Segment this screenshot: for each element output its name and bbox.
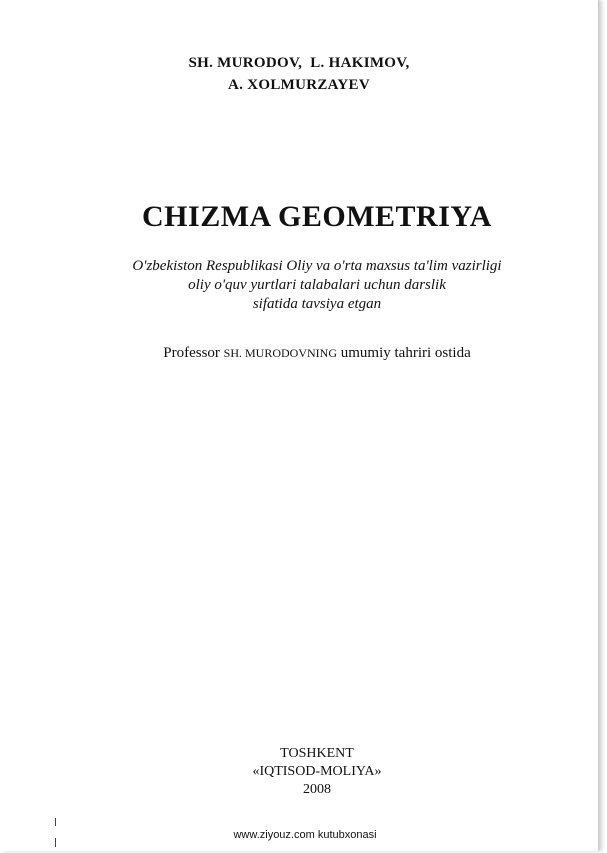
imprint-publisher: «IQTISOD-MOLIYA» [252,764,382,779]
authors-line-1 [0,52,598,74]
editor-name: SH. MURODOVNING [223,346,338,360]
author-murodov: SH. MURODOV, [188,55,303,71]
authors-block [0,52,598,96]
approval-line-2: oliy o'quv yurtlari talabalari uchun darslik [188,277,446,293]
author-xolmurzayev: A. XOLMURZAYEV [228,77,370,93]
approval-line-3: sifatida tavsiya etgan [252,296,382,312]
book-title: CHIZMA GEOMETRIYA [142,200,492,233]
editor-suffix: umumiy tahriri ostida [340,345,471,361]
imprint-city: TOSHKENT [280,746,354,761]
scan-mark [55,818,56,826]
approval-line-1: O'zbekiston Respublikasi Oliy va o'rta maxsus ta'lim vazirligi [132,258,502,274]
approval-note [0,257,607,314]
footer-watermark: www.ziyouz.com kutubxonasi [233,829,377,841]
editor-prefix: Professor [163,345,220,361]
imprint-block [0,745,607,799]
imprint-year: 2008 [303,782,331,797]
editor-note [0,345,607,362]
author-hakimov: L. HAKIMOV, [310,55,410,71]
